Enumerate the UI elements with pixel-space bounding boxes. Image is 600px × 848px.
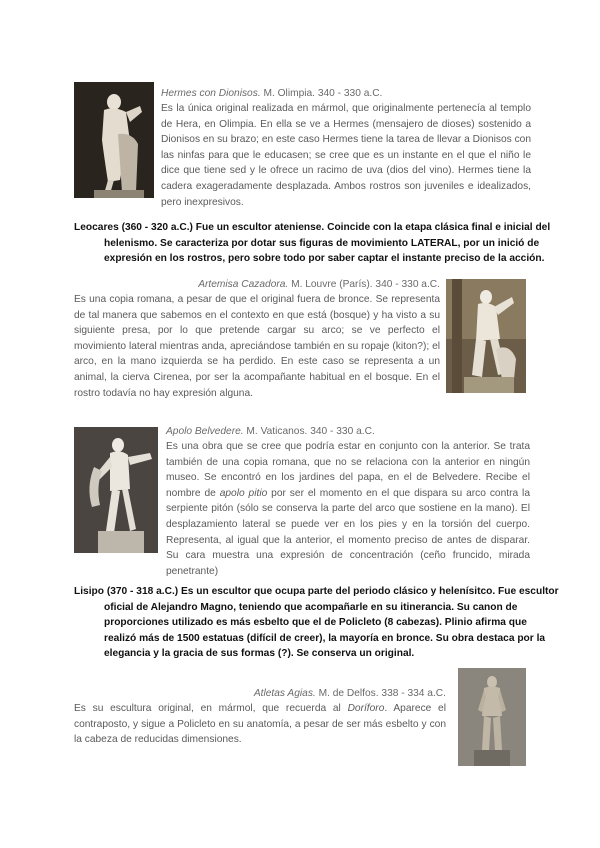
hermes-dionisos-photo [74, 82, 154, 198]
artemisa-photo [446, 279, 526, 393]
hermes-caption: Hermes con Dionisos. M. Olimpia. 340 - 330 a.C. [161, 88, 383, 99]
apolo-caption: Apolo Belvedere. M. Vaticanos. 340 - 330 a.C. [166, 426, 375, 437]
agias-photo [458, 668, 526, 766]
artemisa-caption: Artemisa Cazadora. M. Louvre (París). 340 - 330 a.C. [198, 279, 440, 290]
leocares-name: Leocares [74, 222, 119, 233]
apolo-description: Es una obra que se cree que podría estar en conjunto con la anterior. Se trata también de una copia romana, que no se relaciona con la anterior en ningún museo. Se encontró en los jardines del papa, en el de Belvedere. Recibe el nombre de apolo pitio por ser el momento en el que dispara su arco contra la serpiente pitón (sólo se conserva la parte del arco que sostiene en la mano). El desplazamiento lateral se puede ver en los pies y en la torsión del cuerpo. Representa, al igual que la anterior, el momento preciso de antes de disparar. Su cara muestra una expresión de concentración (ceño fruncido, mirada penetrante) [166, 441, 530, 577]
apolo-belvedere-photo [74, 427, 158, 553]
artemisa-description: Es una copia romana, a pesar de que el original fuera de bronce. Se representa de tal manera que sabemos en el contexto en que está (bosque) y ha visto a su siguiente presa, por lo que pretende cargar su arco; se ve perfecto el movimiento lateral mientras anda, apreciándose también en su ropaje (kiton?); el arco, en la mano izquierda se ha perdido. En este caso se representa a un animal, la cierva Cirenea, por ser la acompañante habitual en el bosque. En el rostro todavía no hay expresión alguna. [74, 294, 440, 399]
hermes-description: Es la única original realizada en mármol, que originalmente pertenecía al templo de Hera, en Olimpia. En ella se ve a Hermes (mensajero de dioses) sostenido a Dionisos en su brazo; en este caso Hermes tiene la tarea de llevar a Dionisos con las ninfas para que le educasen; se cree que es un instante en el que el niño le dice que tiene sed y le ofrece un racimo de uva (dios del vino). Hermes tiene la cadera exageradamente desplazada. Ambos rostros son juveniles e idealizados, pero inexpresivos. [161, 103, 531, 208]
leocares-paragraph: Leocares (360 - 320 a.C.) Fue un escultor ateniense. Coincide con la etapa clásica final e inicial del helenismo. Se caracteriza por dotar sus figuras de movimiento LATERAL, por un inició de expresión en los rostros, pero sobre todo por saber captar el instante preciso de la acción. [74, 222, 551, 265]
agias-description: Es su escultura original, en mármol, que recuerda al Doríforo. Aparece el contraposto, y sigue a Policleto en su anatomía, a pesar de ser más esbelto y con la cabeza de reducidas dimensiones. [74, 703, 446, 746]
lisipo-paragraph: Lisipo (370 - 318 a.C.) Es un escultor que ocupa parte del periodo clásico y helenísitco. Fue escultor oficial de Alejandro Magno, teniendo que acompañarle en su itinerancia. Su canon de proporciones utilizado es más esbelto que el de Policleto (8 cabezas). Plinio afirma que realizó más de 1500 estatuas (difícil de creer), la mayoría en bronce. Su obra destaca por la elegancia y la gracia de sus formas (?). Se conserva un original. [74, 586, 559, 660]
agias-caption: Atletas Agias. M. de Delfos. 338 - 334 a.C. [253, 688, 446, 699]
lisipo-name: Lisipo [74, 586, 104, 597]
